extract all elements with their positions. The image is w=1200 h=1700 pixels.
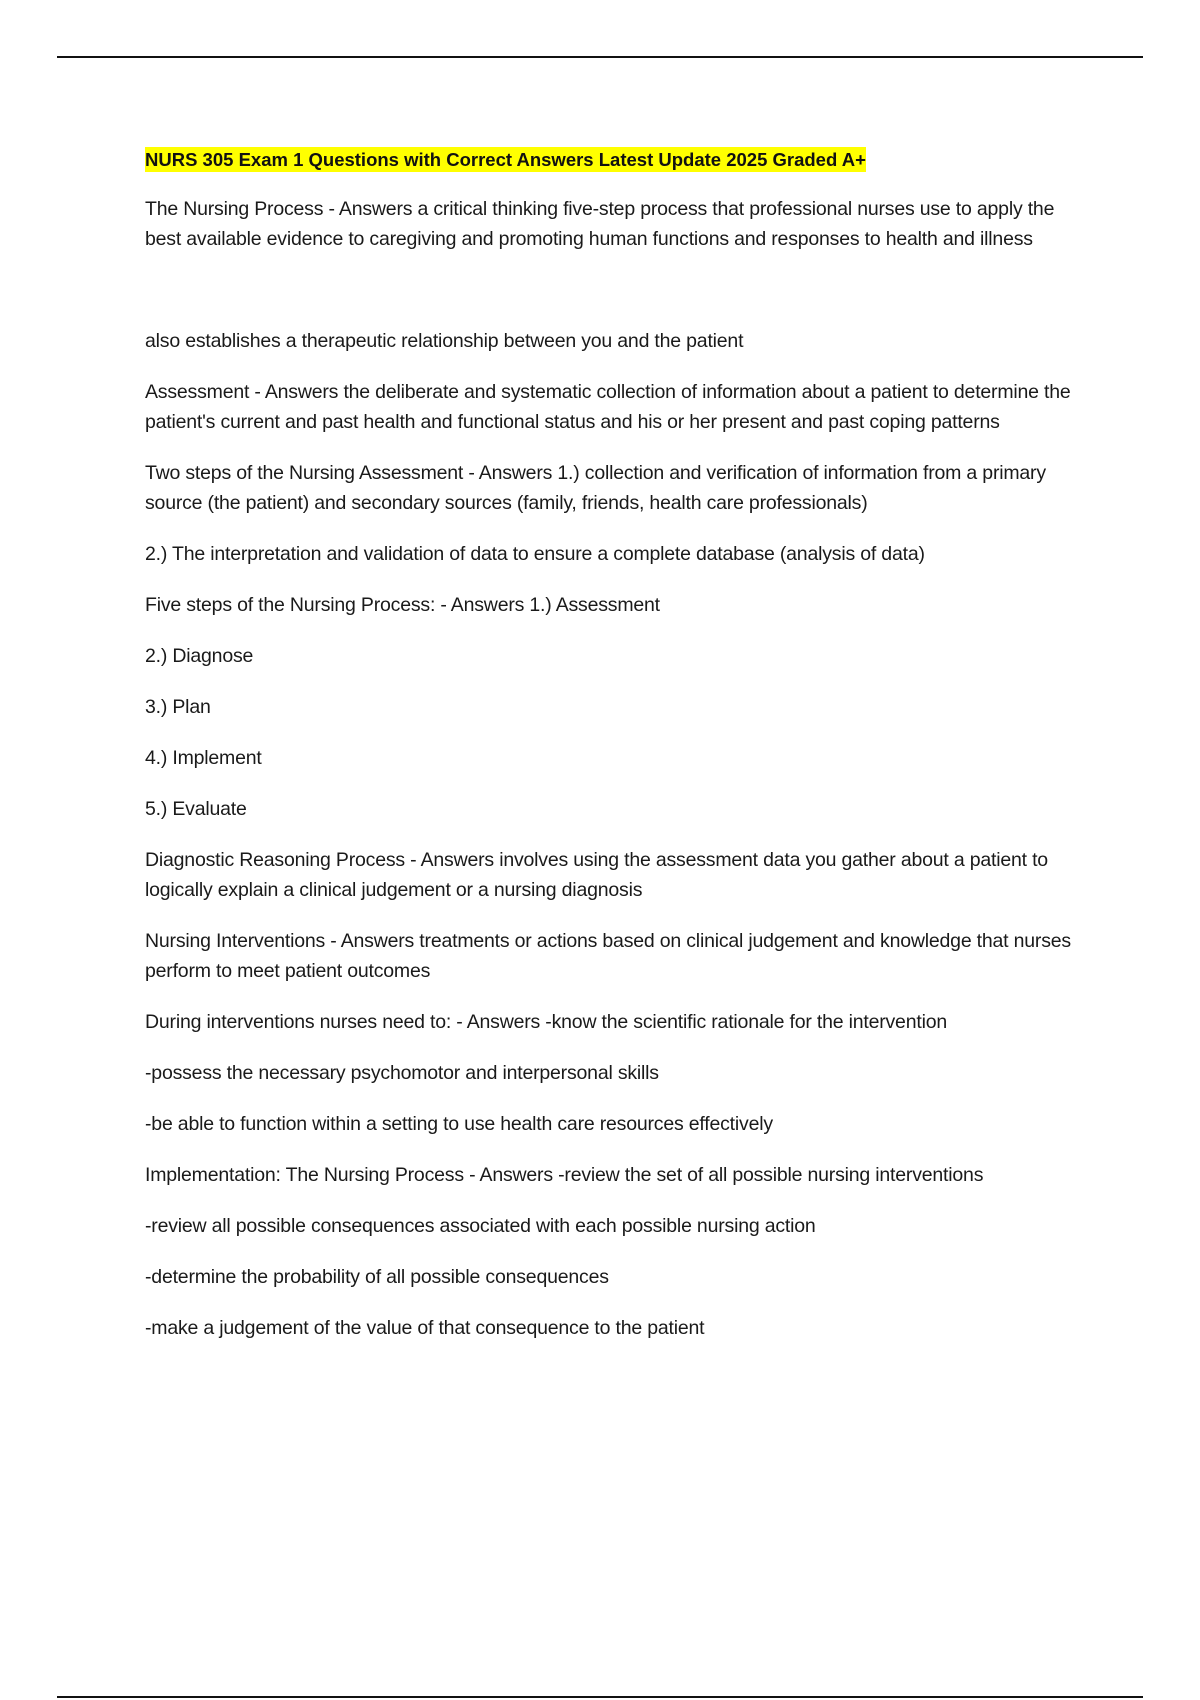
list-item-psychomotor: -possess the necessary psychomotor and interpersonal skills — [145, 1062, 659, 1084]
paragraph-therapeutic-relationship: also establishes a therapeutic relationship between you and the patient — [145, 330, 744, 352]
paragraph-five-steps: Five steps of the Nursing Process: - Answers 1.) Assessment — [145, 594, 660, 616]
paragraph-two-steps: Two steps of the Nursing Assessment - Answers 1.) collection and verification of information from a primary source (the patient) and secondary sources (family, friends, health care professionals) — [145, 462, 1046, 514]
list-item-function-setting: -be able to function within a setting to use health care resources effectively — [145, 1113, 773, 1135]
list-item-determine-probability: -determine the probability of all possible consequences — [145, 1266, 609, 1288]
footer-rule — [57, 1696, 1143, 1698]
list-item-diagnose: 2.) Diagnose — [145, 645, 254, 667]
list-item-plan: 3.) Plan — [145, 696, 211, 718]
list-item-make-judgement: -make a judgement of the value of that consequence to the patient — [145, 1317, 705, 1339]
paragraph-implementation: Implementation: The Nursing Process - Answers -review the set of all possible nursing interventions — [145, 1164, 984, 1186]
paragraph-assessment: Assessment - Answers the deliberate and systematic collection of information about a patient to determine the patient's current and past health and functional status and his or her present and past coping patterns — [145, 381, 1071, 433]
list-item-evaluate: 5.) Evaluate — [145, 798, 247, 820]
paragraph-nursing-interventions: Nursing Interventions - Answers treatments or actions based on clinical judgement and knowledge that nurses perform to meet patient outcomes — [145, 930, 1071, 982]
title-block — [145, 145, 1075, 177]
paragraph-during-interventions: During interventions nurses need to: - Answers -know the scientific rationale for the intervention — [145, 1011, 947, 1033]
list-item-review-consequences: -review all possible consequences associated with each possible nursing action — [145, 1215, 816, 1237]
list-item-implement: 4.) Implement — [145, 747, 262, 769]
document-body — [145, 145, 1075, 1364]
document-title: NURS 305 Exam 1 Questions with Correct Answers Latest Update 2025 Graded A+ — [145, 149, 866, 170]
header-rule — [57, 56, 1143, 58]
paragraph-nursing-process: The Nursing Process - Answers a critical thinking five-step process that professional nurses use to apply the best available evidence to caregiving and promoting human functions and responses to health and illness — [145, 198, 1055, 250]
paragraph-diagnostic-reasoning: Diagnostic Reasoning Process - Answers involves using the assessment data you gather about a patient to logically explain a clinical judgement or a nursing diagnosis — [145, 849, 1048, 901]
paragraph-interpretation: 2.) The interpretation and validation of data to ensure a complete database (analysis of data) — [145, 543, 925, 565]
